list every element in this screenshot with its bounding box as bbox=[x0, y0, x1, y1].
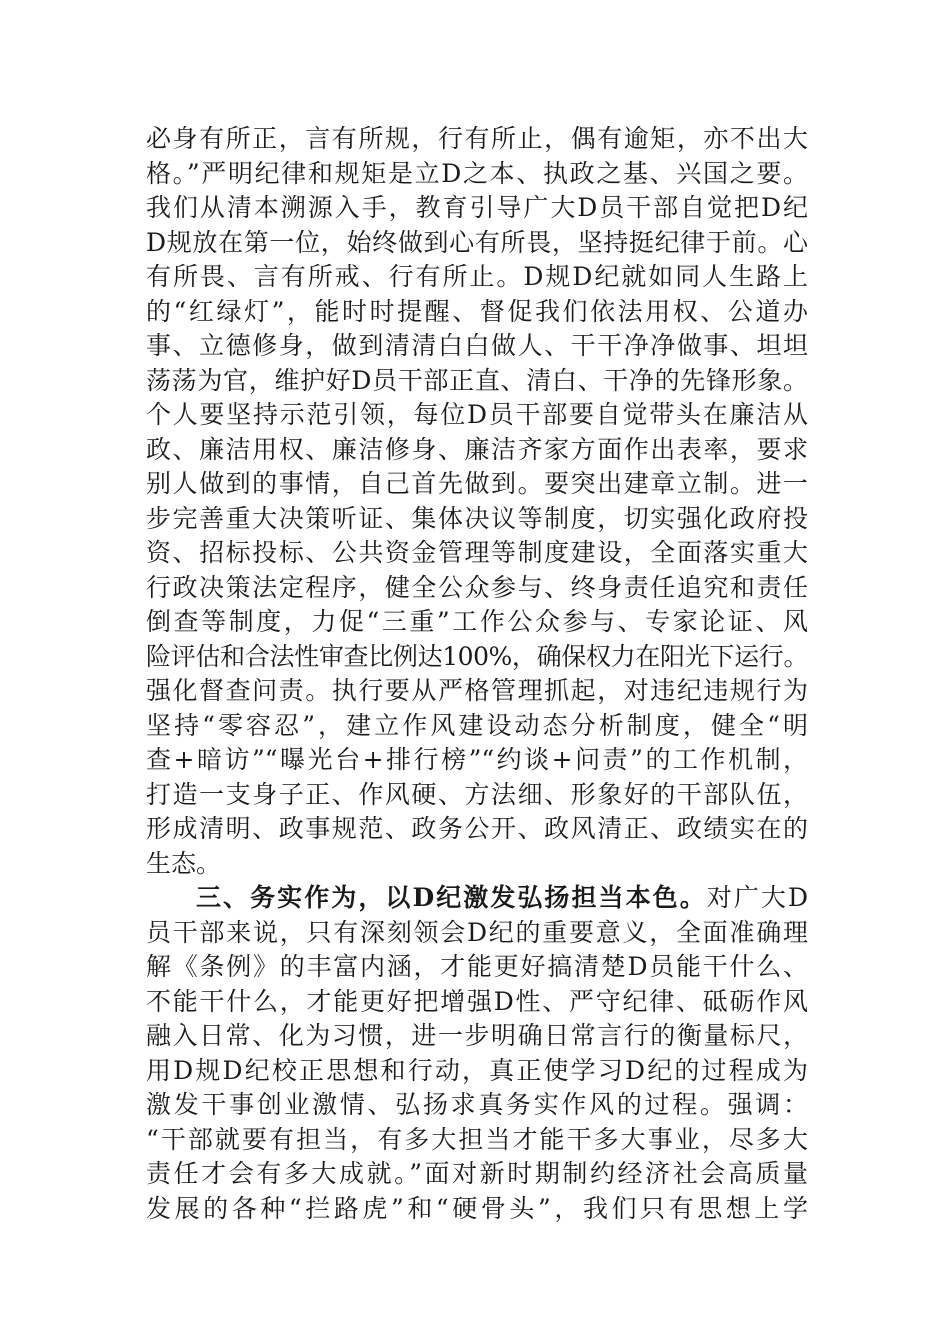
paragraph-line bbox=[146, 191, 808, 226]
paragraph-line bbox=[146, 916, 808, 951]
line-text: 融入日常、化为习惯，进一步明确日常言行的衡量标尺， bbox=[146, 1021, 808, 1050]
line-text: 对广大D bbox=[706, 883, 808, 912]
line-text: 险评估和合法性审查比例达100%，确保权力在阳光下运行。 bbox=[146, 641, 808, 671]
line-text: 资、招标投标、公共资金管理等制度建设，全面落实重大 bbox=[146, 538, 808, 567]
paragraph-line bbox=[146, 329, 808, 364]
paragraph-line bbox=[146, 226, 808, 261]
line-text: 的“红绿灯”，能时时提醒、督促我们依法用权、公道办 bbox=[146, 296, 808, 326]
line-text: 查+暗访”“曝光台+排行榜”“约谈+问责”的工作机制， bbox=[146, 745, 808, 774]
paragraph-line bbox=[146, 847, 808, 882]
paragraph-line bbox=[146, 674, 808, 709]
paragraph-line bbox=[146, 157, 808, 192]
paragraph-line bbox=[146, 1192, 808, 1227]
line-text: 倒查等制度，力促“三重”工作公众参与、专家论证、风 bbox=[146, 607, 808, 636]
paragraph-line bbox=[146, 778, 808, 813]
paragraph-line bbox=[146, 950, 808, 985]
line-text: 政、廉洁用权、廉洁修身、廉洁齐家方面作出表率，要求 bbox=[146, 434, 808, 464]
document-body bbox=[146, 122, 808, 1226]
line-text: 发展的各种“拦路虎”和“硬骨头”，我们只有思想上学 bbox=[146, 1193, 808, 1223]
paragraph-line bbox=[146, 433, 808, 468]
line-text: 坚持“零容忍”，建立作风建设动态分析制度，健全“明 bbox=[146, 710, 808, 740]
line-text: 我们从清本溯源入手，教育引导广大D员干部自觉把D纪 bbox=[146, 193, 808, 222]
line-text: 责任才会有多大成就。”面对新时期制约经济社会高质量 bbox=[146, 1159, 808, 1188]
line-text: 格。”严明纪律和规矩是立D之本、执政之基、兴国之要。 bbox=[146, 158, 808, 188]
paragraph-line bbox=[146, 985, 808, 1020]
line-text: 解《条例》的丰富内涵，才能更好搞清楚D员能干什么、 bbox=[146, 952, 808, 981]
paragraph-line bbox=[146, 398, 808, 433]
paragraph-line bbox=[146, 536, 808, 571]
line-text: 用D规D纪校正思想和行动，真正使学习D纪的过程成为 bbox=[146, 1055, 808, 1085]
line-text: 形成清明、政事规范、政务公开、政风清正、政绩实在的 bbox=[146, 814, 808, 843]
paragraph-line bbox=[146, 467, 808, 502]
line-text: 有所畏、言有所戒、行有所止。D规D纪就如同人生路上 bbox=[146, 262, 808, 291]
line-text: 生态。 bbox=[146, 848, 222, 878]
line-text: 不能干什么，才能更好把增强D性、严守纪律、砥砺作风 bbox=[146, 986, 808, 1016]
paragraph-line bbox=[146, 812, 808, 847]
paragraph-line bbox=[146, 1123, 808, 1158]
line-text: 荡荡为官，维护好D员干部正直、清白、干净的先锋形象。 bbox=[146, 365, 808, 395]
line-text: 强化督查问责。执行要从严格管理抓起，对违纪违规行为 bbox=[146, 676, 808, 705]
section-heading: 三、务实作为，以D纪激发弘扬担当本色。 bbox=[196, 883, 707, 912]
paragraph-line bbox=[146, 1157, 808, 1192]
paragraph-line bbox=[146, 260, 808, 295]
line-text: D规放在第一位，始终做到心有所畏，坚持挺纪律于前。心 bbox=[146, 227, 808, 257]
line-text: 行政决策法定程序，健全公众参与、终身责任追究和责任 bbox=[146, 572, 808, 602]
line-text: “干部就要有担当，有多大担当才能干多大事业，尽多大 bbox=[146, 1124, 808, 1154]
paragraph-line bbox=[146, 122, 808, 157]
paragraph-line bbox=[146, 295, 808, 330]
paragraph-line bbox=[146, 743, 808, 778]
section-heading-line bbox=[146, 881, 808, 916]
line-text: 个人要坚持示范引领，每位D员干部要自觉带头在廉洁从 bbox=[146, 400, 808, 429]
line-text: 打造一支身子正、作风硬、方法细、形象好的干部队伍， bbox=[146, 779, 808, 809]
paragraph-line bbox=[146, 1054, 808, 1089]
paragraph-line bbox=[146, 605, 808, 640]
paragraph-line bbox=[146, 1088, 808, 1123]
line-text: 员干部来说，只有深刻领会D纪的重要意义，全面准确理 bbox=[146, 917, 808, 947]
paragraph-line bbox=[146, 364, 808, 399]
paragraph-line bbox=[146, 502, 808, 537]
paragraph-line bbox=[146, 640, 808, 675]
line-text: 别人做到的事情，自己首先做到。要突出建章立制。进一 bbox=[146, 469, 808, 498]
paragraph-line bbox=[146, 709, 808, 744]
paragraph-line bbox=[146, 1019, 808, 1054]
line-text: 事、立德修身，做到清清白白做人、干干净净做事、坦坦 bbox=[146, 331, 808, 360]
line-text: 必身有所正，言有所规，行有所止，偶有逾矩，亦不出大 bbox=[146, 124, 808, 153]
line-text: 步完善重大决策听证、集体决议等制度，切实强化政府投 bbox=[146, 503, 808, 533]
paragraph-line bbox=[146, 571, 808, 606]
line-text: 激发干事创业激情、弘扬求真务实作风的过程。强调： bbox=[146, 1090, 808, 1119]
